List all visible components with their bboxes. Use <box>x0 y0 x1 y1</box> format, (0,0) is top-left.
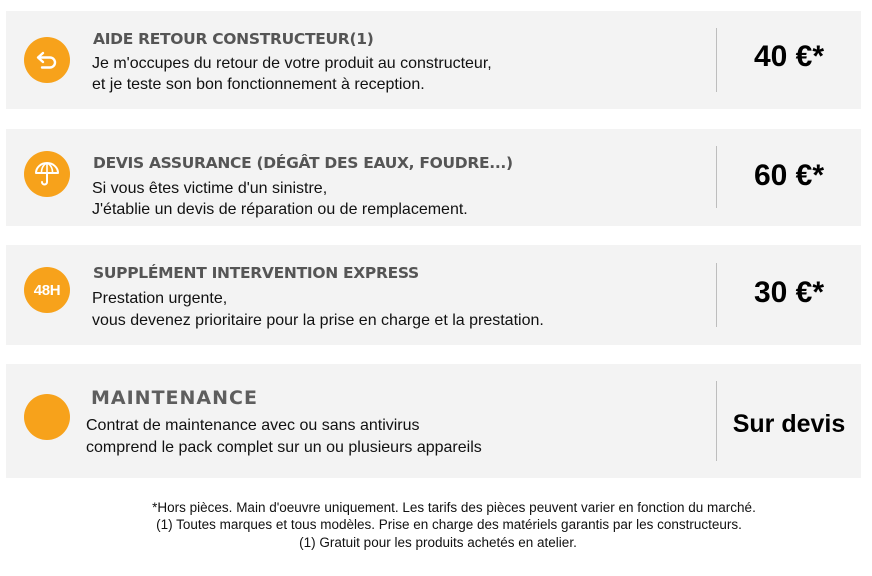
service-card-maintenance <box>6 364 861 478</box>
service-card-express <box>6 245 861 345</box>
service-description-line: Contrat de maintenance avec ou sans antivirus <box>86 417 420 434</box>
service-card-return <box>6 11 861 109</box>
service-title: DEVIS ASSURANCE (DÉGÂT DES EAUX, FOUDRE...) <box>93 154 513 172</box>
footer-note: (1) Toutes marques et tous modèles. Prise en charge des matériels garantis par les constructeurs. <box>156 517 742 532</box>
service-description-line: et je teste son bon fonctionnement à reception. <box>92 76 425 93</box>
service-card-insurance <box>6 129 861 226</box>
return-arrow-icon <box>24 37 70 83</box>
footer-note: *Hors pièces. Main d'oeuvre uniquement. Les tarifs des pièces peuvent varier en fonction du marché. <box>152 500 756 515</box>
service-description-line: Je m'occupes du retour de votre produit au constructeur, <box>92 55 492 72</box>
service-price: 60 €* <box>753 159 825 192</box>
footer-note: (1) Gratuit pour les produits achetés en atelier. <box>299 535 577 550</box>
service-title: MAINTENANCE <box>91 387 258 409</box>
blank-circle-icon <box>24 394 70 440</box>
service-price: Sur devis <box>732 410 846 438</box>
service-description-line: vous devenez prioritaire pour la prise en charge et la prestation. <box>92 312 544 329</box>
service-price: 30 €* <box>753 276 825 309</box>
service-description-line: J'établie un devis de réparation ou de remplacement. <box>92 201 468 218</box>
service-description-line: comprend le pack complet sur un ou plusieurs appareils <box>86 439 482 456</box>
service-description-line: Si vous êtes victime d'un sinistre, <box>92 180 328 197</box>
umbrella-icon <box>24 151 70 197</box>
48h-icon <box>24 267 70 313</box>
service-title: AIDE RETOUR CONSTRUCTEUR(1) <box>93 30 374 48</box>
service-title: SUPPLÉMENT INTERVENTION EXPRESS <box>93 264 419 282</box>
service-price: 40 €* <box>753 40 825 73</box>
48h-icon-label: 48H <box>33 281 61 299</box>
service-description-line: Prestation urgente, <box>92 290 228 307</box>
